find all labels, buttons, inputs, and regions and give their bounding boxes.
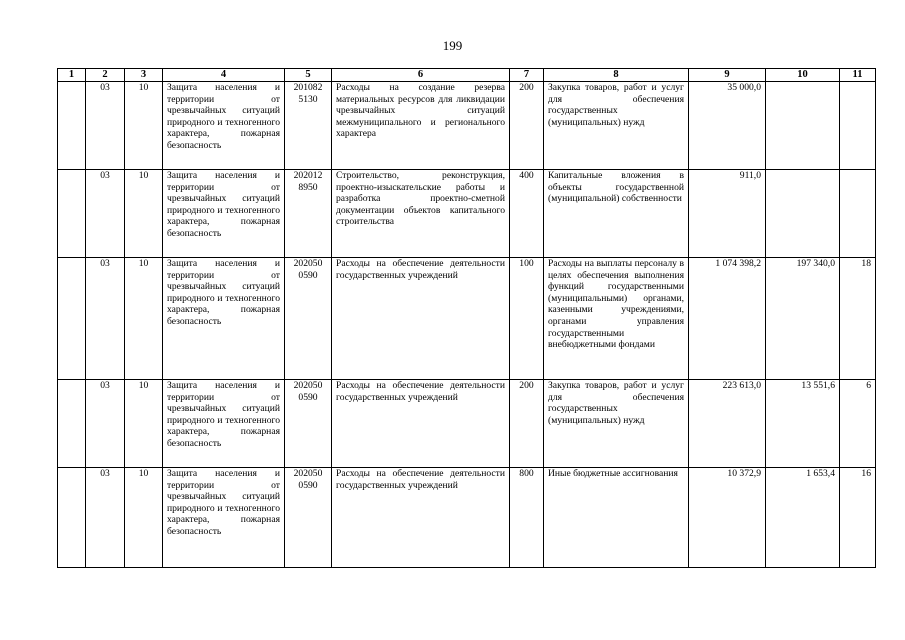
table-row — [58, 468, 876, 568]
cell-expense-type: 200 — [510, 82, 544, 170]
cell-target-article — [285, 380, 332, 468]
cell-subsection: 10 — [125, 82, 163, 170]
cell-section: 03 — [86, 468, 125, 568]
cell-expense-type: 200 — [510, 380, 544, 468]
cell-amount: 911,0 — [689, 170, 766, 258]
cell-expense-type: 100 — [510, 258, 544, 380]
cell-article-name: Расходы на создание резерва материальных ресурсов для ликвидации чрезвычайных ситуаций межмуниципального и регионального характера — [332, 82, 510, 170]
cell-amount-2: 1 653,4 — [766, 468, 840, 568]
cell-article-name: Расходы на обеспечение деятельности государственных учреждений — [332, 380, 510, 468]
cell-section: 03 — [86, 170, 125, 258]
cell-amount-2 — [766, 82, 840, 170]
cell-amount-2: 197 340,0 — [766, 258, 840, 380]
column-header-7: 7 — [510, 69, 544, 82]
column-header-3: 3 — [125, 69, 163, 82]
header-row — [58, 69, 876, 82]
cell-article-name: Строительство, реконструкция, проектно-изыскательские работы и разработка проектно-сметной документации объектов капитального строительства — [332, 170, 510, 258]
column-header-6: 6 — [332, 69, 510, 82]
cell-col1 — [58, 468, 86, 568]
column-header-5: 5 — [285, 69, 332, 82]
cell-amount: 1 074 398,2 — [689, 258, 766, 380]
cell-section: 03 — [86, 258, 125, 380]
cell-expense-type: 800 — [510, 468, 544, 568]
table-row — [58, 380, 876, 468]
cell-col11 — [840, 82, 876, 170]
cell-subsection-name: Защита населения и территории от чрезвычайных ситуаций природного и техногенного характера, пожарная безопасность — [163, 258, 285, 380]
cell-amount: 223 613,0 — [689, 380, 766, 468]
cell-col11: 16 — [840, 468, 876, 568]
cell-subsection: 10 — [125, 468, 163, 568]
page-number: 199 — [442, 38, 463, 53]
cell-article-name: Расходы на обеспечение деятельности государственных учреждений — [332, 258, 510, 380]
cell-amount-2: 13 551,6 — [766, 380, 840, 468]
target-article-code: 202050 0590 — [293, 468, 323, 491]
target-article-code: 201082 5130 — [293, 82, 323, 105]
cell-target-article — [285, 258, 332, 380]
cell-target-article — [285, 468, 332, 568]
cell-subsection-name: Защита населения и территории от чрезвычайных ситуаций природного и техногенного характера, пожарная безопасность — [163, 468, 285, 568]
cell-expense-type-name: Расходы на выплаты персоналу в целях обеспечения выполнения функций государственными (муниципальными) органами, казенными учреждениями, органами управления государственными внебюджетными фондами — [544, 258, 689, 380]
column-header-11: 11 — [840, 69, 876, 82]
column-header-1: 1 — [58, 69, 86, 82]
cell-subsection: 10 — [125, 380, 163, 468]
cell-expense-type-name: Закупка товаров, работ и услуг для обеспечения государственных (муниципальных) нужд — [544, 380, 689, 468]
cell-section: 03 — [86, 380, 125, 468]
cell-section: 03 — [86, 82, 125, 170]
cell-expense-type-name: Иные бюджетные ассигнования — [544, 468, 689, 568]
cell-col1 — [58, 258, 86, 380]
column-header-9: 9 — [689, 69, 766, 82]
cell-subsection-name: Защита населения и территории от чрезвычайных ситуаций природного и техногенного характера, пожарная безопасность — [163, 170, 285, 258]
cell-col1 — [58, 82, 86, 170]
column-header-10: 10 — [766, 69, 840, 82]
cell-target-article — [285, 82, 332, 170]
cell-amount: 10 372,9 — [689, 468, 766, 568]
cell-col1 — [58, 170, 86, 258]
table-row — [58, 258, 876, 380]
table-body — [58, 82, 876, 568]
cell-subsection-name: Защита населения и территории от чрезвычайных ситуаций природного и техногенного характера, пожарная безопасность — [163, 380, 285, 468]
target-article-code: 202012 8950 — [293, 170, 323, 193]
cell-expense-type-name: Капитальные вложения в объекты государственной (муниципальной) собственности — [544, 170, 689, 258]
column-header-2: 2 — [86, 69, 125, 82]
cell-target-article — [285, 170, 332, 258]
cell-col1 — [58, 380, 86, 468]
budget-table — [57, 68, 876, 568]
cell-expense-type-name: Закупка товаров, работ и услуг для обеспечения государственных (муниципальных) нужд — [544, 82, 689, 170]
target-article-code: 202050 0590 — [293, 380, 323, 403]
cell-col11: 6 — [840, 380, 876, 468]
cell-subsection: 10 — [125, 170, 163, 258]
column-header-4: 4 — [163, 69, 285, 82]
cell-amount-2 — [766, 170, 840, 258]
column-header-8: 8 — [544, 69, 689, 82]
cell-amount: 35 000,0 — [689, 82, 766, 170]
cell-col11 — [840, 170, 876, 258]
table-row — [58, 82, 876, 170]
cell-article-name: Расходы на обеспечение деятельности государственных учреждений — [332, 468, 510, 568]
cell-col11: 18 — [840, 258, 876, 380]
target-article-code: 202050 0590 — [293, 258, 323, 281]
cell-subsection-name: Защита населения и территории от чрезвычайных ситуаций природного и техногенного характера, пожарная безопасность — [163, 82, 285, 170]
cell-expense-type: 400 — [510, 170, 544, 258]
cell-subsection: 10 — [125, 258, 163, 380]
table-row — [58, 170, 876, 258]
